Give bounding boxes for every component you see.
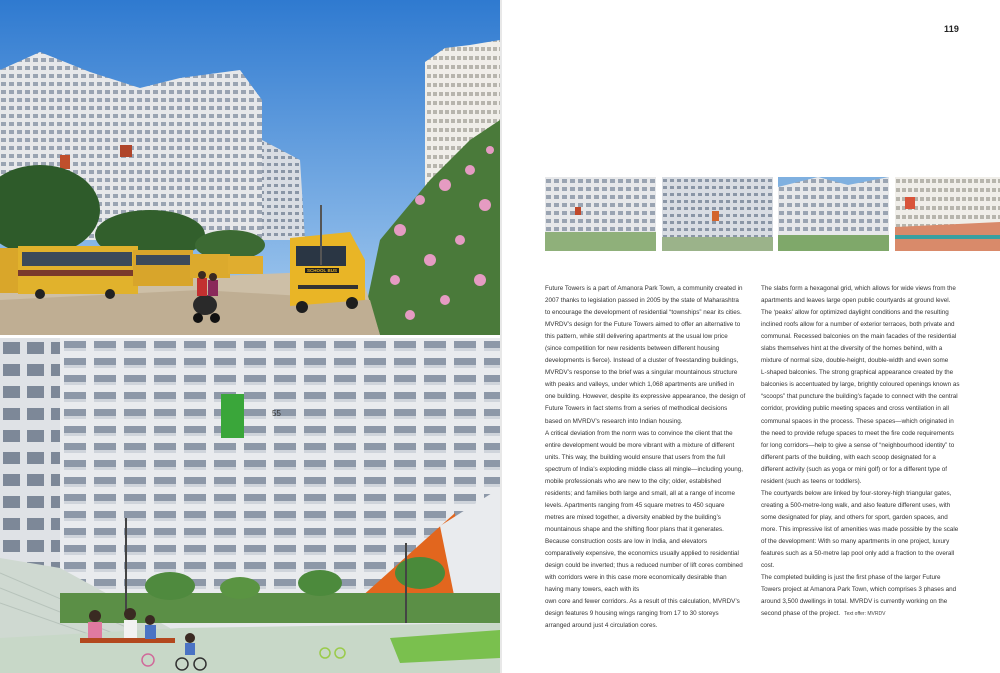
text-line: MVRDV’s response to the brief was a singular mountainous structure xyxy=(545,369,738,377)
page-number: 119 xyxy=(944,24,960,34)
text-line: the need to provide refuge spaces to meet the fire code requirements xyxy=(761,429,954,437)
text-line: balconies is accentuated by large, brightly coloured openings known as xyxy=(761,381,960,389)
text-line: own core and fewer corridors. As a result of this calculation, MVRDV’s xyxy=(545,598,740,606)
thumbnail-strip xyxy=(545,177,1000,251)
text-line: Towers project at Amanora Park Town, which comprises 3 phases and xyxy=(761,586,957,594)
text-line: apartments and leaves large open public courtyards at ground level. xyxy=(761,297,951,305)
text-line: inclined roofs allow for a number of exterior terraces, both private and xyxy=(761,321,955,329)
text-line: entire development would be more vibrant with a mixture of different xyxy=(545,441,735,449)
text-line: spectrum of India’s exploding middle class all mingle—including young, xyxy=(545,465,743,473)
text-line: 2007 thanks to legislation passed in 2005 by the state of Maharashtra xyxy=(545,297,739,305)
thumbnail-3 xyxy=(778,177,889,251)
text-line: resident (such as teens or toddlers). xyxy=(761,477,862,485)
text-line: design could be inverted; thus a reduced number of lift cores combined xyxy=(545,562,743,570)
text-line: more. This impressive list of amenities was made possible by the scale xyxy=(761,525,959,533)
courtyard-photo-art xyxy=(0,338,500,673)
text-line: communal spaces in the process. These spaces—which originated in xyxy=(761,417,954,425)
text-line: to encourage the development of residential “townships” near its cities. xyxy=(545,309,742,317)
text-line: mixture of normal size, double-height, double-width and even some xyxy=(761,357,949,365)
text-line: The completed building is just the first phase of the larger Future xyxy=(761,574,941,582)
text-line: mobile professionals who are new to the city; older, established xyxy=(545,477,722,485)
text-line: one building. However, despite its expressive appearance, the design of xyxy=(545,393,746,401)
text-line: The ‘peaks’ allow for optimized daylight conditions and the resulting xyxy=(761,309,949,317)
text-line: creating a 500-metre-long walk, and also feature different uses, with xyxy=(761,501,951,509)
thumbnail-2 xyxy=(662,177,773,251)
text-line: design features 9 housing wings ranging from 17 to 30 storeys xyxy=(545,610,719,618)
text-line-content: second phase of the project. xyxy=(761,610,841,618)
text-line: corridor, providing public meeting spaces and cross ventilation in all xyxy=(761,405,949,413)
text-line: residents; and families both large and small, all at a range of income xyxy=(545,489,736,497)
exterior-photo-art xyxy=(0,0,500,335)
text-line: around 3,500 dwellings in total. MVRDV is currently working on the xyxy=(761,598,948,606)
text-line: slabs themselves hint at the diversity of the homes behind, with a xyxy=(761,345,943,353)
text-line: developments is fierce). Instead of a cluster of freestanding buildings, xyxy=(545,357,739,365)
text-line: some designated for play, and others for sport, garden spaces, and xyxy=(761,513,948,521)
text-line: Future Towers is a part of Amanora Park Town, a community created in xyxy=(545,285,743,292)
text-line: Future Towers in fact stems from a series of methodical decisions xyxy=(545,405,728,413)
page-gutter xyxy=(500,0,502,673)
body-text-column-left xyxy=(545,283,752,632)
text-line: “scoops” that puncture the building’s façade to connect with the central xyxy=(761,393,958,401)
courtyard-photo xyxy=(0,338,500,673)
text-line: having many towers, each with its xyxy=(545,586,640,594)
thumbnail-1 xyxy=(545,177,656,251)
text-line: with corridors were in this case more economically desirable than xyxy=(545,574,727,582)
thumbnail-4 xyxy=(895,177,1000,251)
text-line: different parts of the building, with each scoop designated for a xyxy=(761,453,936,461)
text-line: communal. Recessed balconies on the main facades of the residential xyxy=(761,333,957,341)
text-line: features such as a 50-metre lap pool only add a fraction to the overall xyxy=(761,550,955,558)
text-line: units. This way, the building would ensure that users from the full xyxy=(545,453,726,461)
text-line: cost. xyxy=(761,562,775,570)
text-line: levels. Apartments ranging from 45 square metres to 450 square xyxy=(545,501,725,509)
text-line: A critical deviation from the norm was to convince the client that the xyxy=(545,429,733,437)
text-line-last xyxy=(761,608,968,620)
text-line: (since competition for new residents between different housing xyxy=(545,345,720,353)
text-line: The courtyards below are linked by four-storey-high triangular gates, xyxy=(761,489,952,497)
text-line: mountainous shape and the shifting floor plans that it generates. xyxy=(545,525,724,533)
bus-label: SCHOOL BUS xyxy=(307,268,337,273)
body-text-column-right xyxy=(761,283,968,620)
text-line: based on MVRDV’s research into Indian housing. xyxy=(545,417,683,425)
text-line: with peaks and valleys, under which 1,068 apartments are unified in xyxy=(545,381,735,389)
facade-number: 55 xyxy=(272,409,281,418)
text-line: this pattern, while still delivering apartments at the usual low price xyxy=(545,333,728,341)
text-line: L-shaped balconies. The strong graphical appearance created by the xyxy=(761,369,954,377)
text-credit: Text offer: MVRDV xyxy=(844,611,886,618)
text-line: comparatively expensive, the economics usually applied to residential xyxy=(545,550,739,558)
text-line: for long corridors—help to give a sense of “neighbourhood identity” to xyxy=(761,441,955,449)
text-line: arranged around just 4 circulation cores. xyxy=(545,622,658,630)
exterior-photo xyxy=(0,0,500,335)
text-line: different activity (such as yoga or mini golf) or for a different type of xyxy=(761,465,947,473)
text-line: Because construction costs are low in India, and elevators xyxy=(545,537,708,545)
text-line: MVRDV’s design for the Future Towers aimed to offer an alternative to xyxy=(545,321,741,329)
text-line: of the development: With so many apartments in one project, luxury xyxy=(761,537,950,545)
text-line: metres are mixed together, a diversity enabled by the building’s xyxy=(545,513,721,521)
text-line: The slabs form a hexagonal grid, which allows for wide views from the xyxy=(761,285,956,292)
